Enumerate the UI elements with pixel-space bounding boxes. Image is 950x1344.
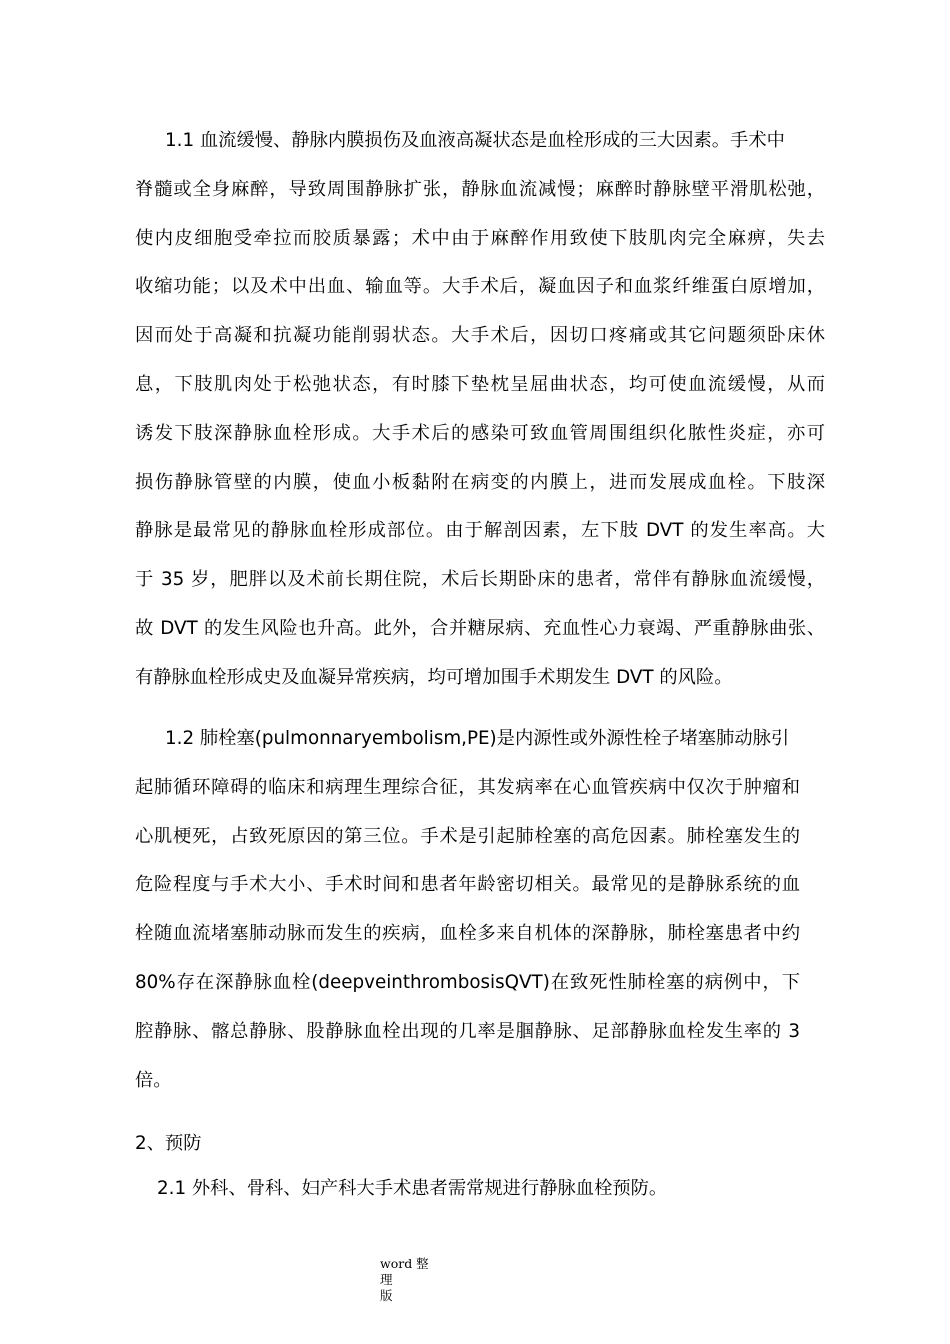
text-line: 起肺循环障碍的临床和病理生理综合征，其发病率在心血管疾病中仅次于肿瘤和 — [135, 776, 800, 798]
section-heading-2: 2、预防 — [135, 1133, 202, 1154]
text-line: 1.1 血流缓慢、静脉内膜损伤及血液高凝状态是血栓形成的三大因素。手术中 — [165, 130, 785, 151]
text-line: 损伤静脉管壁的内膜，使血小板黏附在病变的内膜上，进而发展成血栓。下肢深 — [135, 471, 825, 493]
text-line: 危险程度与手术大小、手术时间和患者年龄密切相关。最常见的是静脉系统的血 — [135, 874, 800, 896]
text-line: 于 35 岁，肥胖以及术前长期住院，术后长期卧床的患者，常伴有静脉血流缓慢， — [135, 569, 825, 591]
text-line: 心肌梗死，占致死原因的第三位。手术是引起肺栓塞的高危因素。肺栓塞发生的 — [135, 825, 800, 847]
paragraph-1-2 — [135, 715, 800, 1105]
text-line: 诱发下肢深静脉血栓形成。大手术后的感染可致血管周围组织化脓性炎症，亦可 — [135, 422, 825, 444]
text-line: 因而处于高凝和抗凝功能削弱状态。大手术后，因切口疼痛或其它问题须卧床休 — [135, 325, 825, 347]
text-line: 1.2 肺栓塞(pulmonnaryembolism,PE)是内源性或外源性栓子堵塞肺动脉引 — [165, 728, 790, 749]
paragraph-1-1 — [135, 117, 825, 703]
text-line: 80%存在深静脉血栓(deepveinthrombosisQVT)在致死性肺栓塞的病例中，下 — [135, 971, 800, 993]
footer-line-1: word 整理 — [380, 1256, 429, 1287]
text-line: 收缩功能；以及术中出血、输血等。大手术后，凝血因子和血浆纤维蛋白原增加， — [135, 276, 825, 298]
text-line: 息，下肢肌肉处于松弛状态，有时膝下垫枕呈屈曲状态，均可使血流缓慢，从而 — [135, 373, 825, 395]
text-line: 静脉是最常见的静脉血栓形成部位。由于解剖因素，左下肢 DVT 的发生率高。大 — [135, 520, 825, 542]
footer-line-2: 版 — [380, 1288, 393, 1303]
text-line: 有静脉血栓形成史及血凝异常疾病，均可增加围手术期发生 DVT 的风险。 — [135, 666, 733, 688]
text-line: 使内皮细胞受牵拉而胶质暴露；术中由于麻醉作用致使下肢肌肉完全麻痹，失去 — [135, 227, 825, 249]
text-line: 脊髓或全身麻醉，导致周围静脉扩张，静脉血流减慢；麻醉时静脉壁平滑肌松弛， — [135, 178, 825, 200]
text-line: 栓随血流堵塞肺动脉而发生的疾病，血栓多来自机体的深静脉，肺栓塞患者中约 — [135, 923, 800, 945]
page-footer — [380, 1256, 440, 1304]
text-line: 腔静脉、髂总静脉、股静脉血栓出现的几率是腘静脉、足部静脉血栓发生率的 3 — [135, 1020, 800, 1042]
paragraph-2-1: 2.1 外科、骨科、妇产科大手术患者需常规进行静脉血栓预防。 — [157, 1178, 668, 1199]
text-line: 故 DVT 的发生风险也升高。此外，合并糖尿病、充血性心力衰竭、严重静脉曲张、 — [135, 617, 825, 639]
text-line: 倍。 — [135, 1069, 172, 1091]
